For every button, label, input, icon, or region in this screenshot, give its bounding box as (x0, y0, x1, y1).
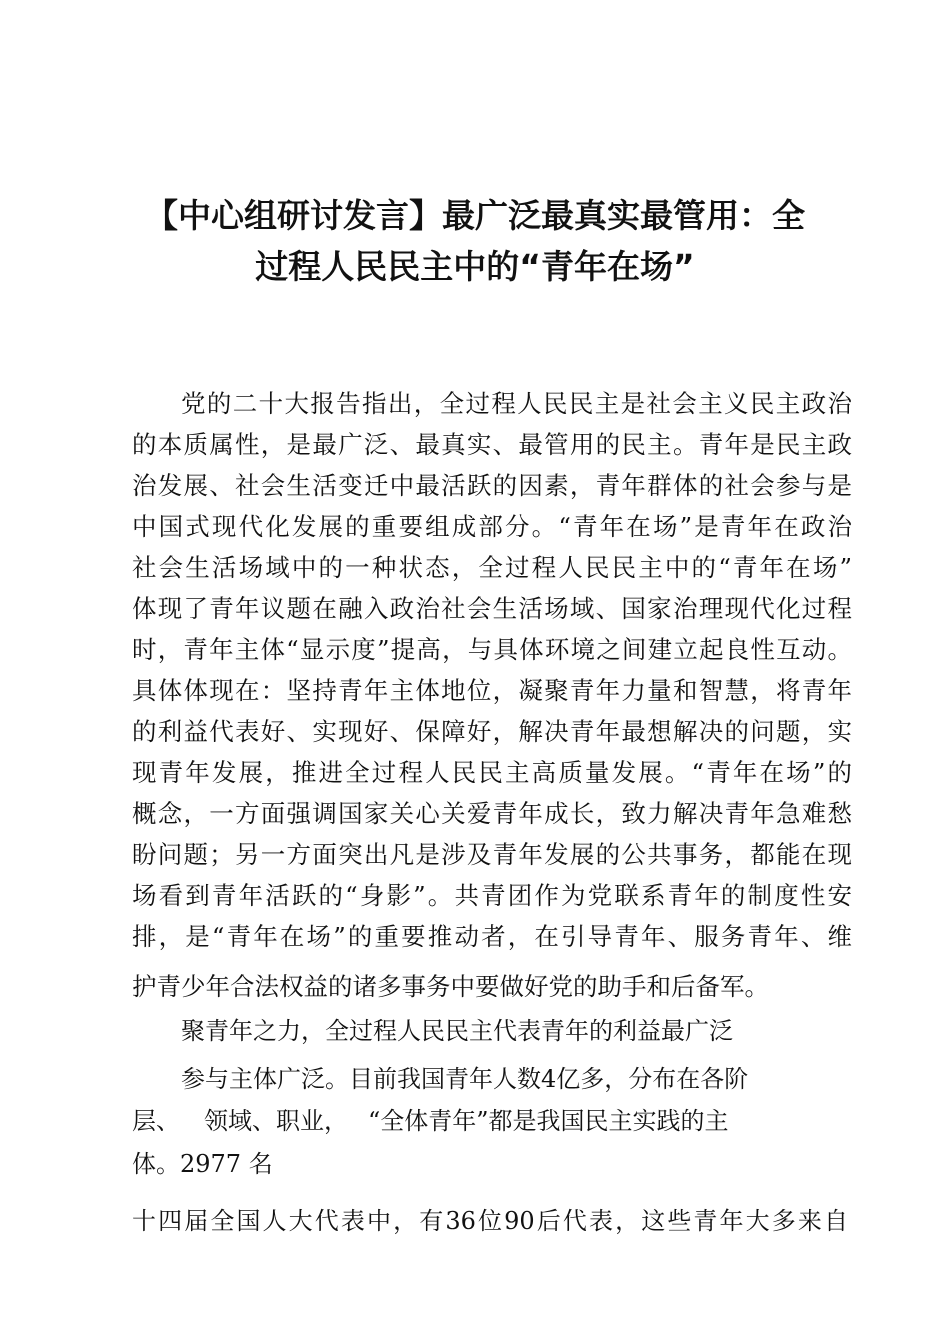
title-line-1: 【中心组研讨发言】最广泛最真实最管用：全 (145, 196, 805, 235)
paragraph-line: 具体体现在：坚持青年主体地位，凝聚青年力量和智慧，将青年 (132, 676, 852, 705)
paragraph-line: 的本质属性，是最广泛、最真实、最管用的民主。青年是民主政 (132, 430, 852, 459)
paragraph-line: 时，青年主体“显示度”提高，与具体环境之间建立起良性互动。 (132, 635, 852, 664)
document-title (100, 190, 850, 292)
paragraph-line: 场看到青年活跃的“身影”。共青团作为党联系青年的制度性安 (132, 881, 852, 910)
paragraph-line: 盼问题；另一方面突出凡是涉及青年发展的公共事务，都能在现 (132, 840, 852, 869)
paragraph-line: 党的二十大报告指出，全过程人民民主是社会主义民主政治 (181, 389, 852, 418)
paragraph-line: 中国式现代化发展的重要组成部分。“青年在场”是青年在政治 (132, 512, 852, 541)
paragraph-line: 体。2977 名 (132, 1150, 273, 1178)
paragraph-line-fragment: 层、 (132, 1107, 180, 1135)
paragraph-line: 的利益代表好、实现好、保障好，解决青年最想解决的问题，实 (132, 717, 852, 746)
paragraph-line: 护青少年合法权益的诸多事务中要做好党的助手和后备军。 (132, 972, 769, 1001)
paragraph-line: 社会生活场域中的一种状态，全过程人民民主中的“青年在场” (132, 553, 852, 582)
paragraph-line-fragment: 领域、职业， (204, 1107, 348, 1135)
paragraph-line: 排，是“青年在场”的重要推动者，在引导青年、服务青年、维 (132, 922, 852, 951)
paragraph-line: 治发展、社会生活变迁中最活跃的因素，青年群体的社会参与是 (132, 471, 852, 500)
title-line-2: 过程人民民主中的“青年在场” (255, 247, 695, 286)
paragraph-line: 十四届全国人大代表中，有36位90后代表，这些青年大多来自 (132, 1207, 848, 1235)
paragraph-line-fragment: “全体青年”都是我国民主实践的主 (368, 1107, 729, 1135)
paragraph-line: 体现了青年议题在融入政治社会生活场域、国家治理现代化过程 (132, 594, 852, 623)
section-heading: 聚青年之力，全过程人民民主代表青年的利益最广泛 (181, 1017, 733, 1045)
paragraph-line: 现青年发展，推进全过程人民民主高质量发展。“青年在场”的 (132, 758, 852, 787)
paragraph-line: 概念，一方面强调国家关心关爱青年成长，致力解决青年急难愁 (132, 799, 852, 828)
paragraph-intro (132, 383, 852, 1007)
paragraph-line: 参与主体广泛。目前我国青年人数4亿多，分布在各阶 (181, 1065, 749, 1093)
